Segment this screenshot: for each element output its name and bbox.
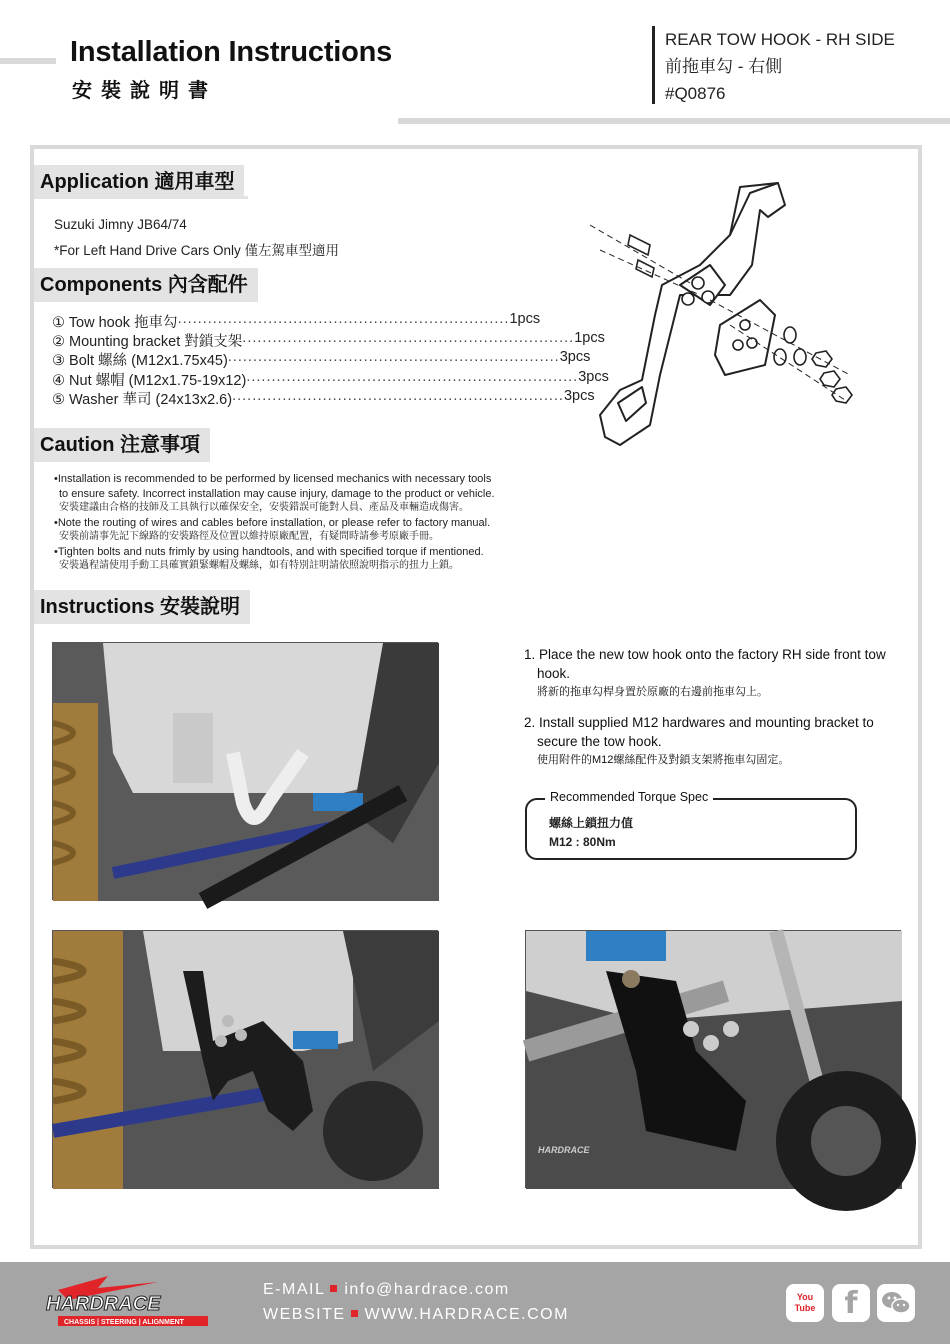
caution-line: 安裝建議由合格的技師及工具執行以確保安全，安裝錯誤可能對人員、產品及車輛造成傷害。	[59, 502, 469, 513]
youtube-icon[interactable]	[786, 1284, 824, 1322]
youtube-icon-text: You Tube	[794, 1292, 816, 1313]
caution-line: 安裝過程請使用手動工具確實鎖緊螺帽及螺絲，如有特別註明請依照說明指示的扭力上鎖。	[59, 560, 459, 571]
part-number: #Q0876	[665, 84, 726, 103]
torque-spec-value: M12 : 80Nm	[549, 835, 616, 849]
product-info	[652, 26, 895, 104]
logo-brand: HARDRACE	[46, 1293, 161, 1315]
header-rule-left	[0, 58, 56, 64]
step-2-zh: 使用附件的M12螺絲配件及對鎖支架將拖車勾固定。	[537, 754, 790, 766]
email-link[interactable]: info@hardrace.com	[344, 1281, 510, 1298]
instructions-heading: Instructions 安裝說明	[34, 590, 254, 624]
step-1-text-cont: hook.	[537, 666, 571, 681]
step-1-text: 1. Place the new tow hook onto the factory RH side front tow	[524, 647, 886, 662]
logo-tagline: CHASSIS | STEERING | ALIGNMENT	[64, 1319, 184, 1326]
header-rule-right	[398, 118, 950, 124]
torque-spec-zh: 螺絲上鎖扭力值	[549, 816, 634, 830]
page-title: Installation Instructions	[70, 36, 393, 68]
component-item: ③ Bolt 螺絲 (M12x1.75x45) .................................................................. 3pcs	[52, 349, 591, 369]
caution-line: 安裝前請事先記下線路的安裝路徑及位置以維持原廠配置，有疑問時請參考原廠手冊。	[59, 531, 439, 542]
photo-watermark: HARDRACE	[538, 1145, 590, 1155]
components-heading: Components 內含配件	[34, 268, 262, 302]
wechat-icon-glyph	[877, 1284, 915, 1322]
caution-line: •Tighten bolts and nuts frimly by using handtools, and with specified torque if mentioned.	[54, 545, 484, 558]
bullet-icon	[351, 1310, 358, 1317]
facebook-icon[interactable]: f	[832, 1284, 870, 1322]
step-1	[524, 645, 886, 702]
caution-text	[54, 472, 495, 574]
website-link[interactable]: WWW.HARDRACE.COM	[364, 1306, 569, 1323]
website-label: WEBSITE	[263, 1306, 346, 1323]
component-item: ⑤ Washer 華司 (24x13x2.6) .................................................................. 3pcs	[52, 388, 595, 408]
install-photo-1	[52, 642, 438, 900]
photo-2-drawing	[53, 931, 439, 1189]
hardrace-logo	[38, 1270, 218, 1330]
drive-note: *For Left Hand Drive Cars Only 僅左駕車型適用	[54, 243, 340, 258]
application-heading-rule	[34, 196, 248, 199]
torque-spec-box	[525, 790, 857, 860]
component-item: ② Mounting bracket 對鎖支架 .................................................................. 1pcs	[52, 330, 605, 350]
photo-1-drawing	[53, 643, 439, 901]
step-2-text-cont: secure the tow hook.	[537, 734, 662, 749]
component-item: ④ Nut 螺帽 (M12x1.75-19x12) .................................................................. 3pcs	[52, 369, 609, 389]
footer-website	[263, 1306, 569, 1324]
step-2	[524, 713, 874, 770]
caution-heading: Caution 注意事項	[34, 428, 214, 462]
caution-line: •Installation is recommended to be performed by licensed mechanics with necessary tools	[54, 473, 492, 485]
step-2-text: 2. Install supplied M12 hardwares and mounting bracket to	[524, 715, 874, 730]
install-photo-3	[525, 930, 901, 1188]
install-photo-2	[52, 930, 438, 1188]
caution-line: •Note the routing of wires and cables before installation, or please refer to factory manual.	[54, 516, 491, 529]
vehicle-model: Suzuki Jimny JB64/74	[54, 217, 187, 232]
step-1-zh: 將新的拖車勾桿身置於原廠的右邊前拖車勾上。	[537, 686, 768, 698]
page-title-zh: 安裝說明書	[72, 78, 217, 102]
component-item: ① Tow hook 拖車勾 .................................................................. 1pcs	[52, 311, 541, 331]
caution-line: to ensure safety. Incorrect installation may cause injury, damage to the product or vehicle.	[59, 487, 495, 500]
exploded-parts-diagram	[580, 175, 860, 455]
torque-spec-label: Recommended Torque Spec	[545, 790, 713, 804]
bullet-icon	[330, 1285, 337, 1292]
product-name-zh: 前拖車勾 - 右側	[665, 57, 783, 76]
wechat-icon[interactable]	[877, 1284, 915, 1322]
footer-email	[263, 1281, 510, 1299]
photo-3-drawing	[526, 931, 902, 1189]
application-heading: Application 適用車型	[34, 165, 248, 199]
product-name-en: REAR TOW HOOK - RH SIDE	[665, 30, 895, 49]
email-label: E-MAIL	[263, 1281, 326, 1298]
